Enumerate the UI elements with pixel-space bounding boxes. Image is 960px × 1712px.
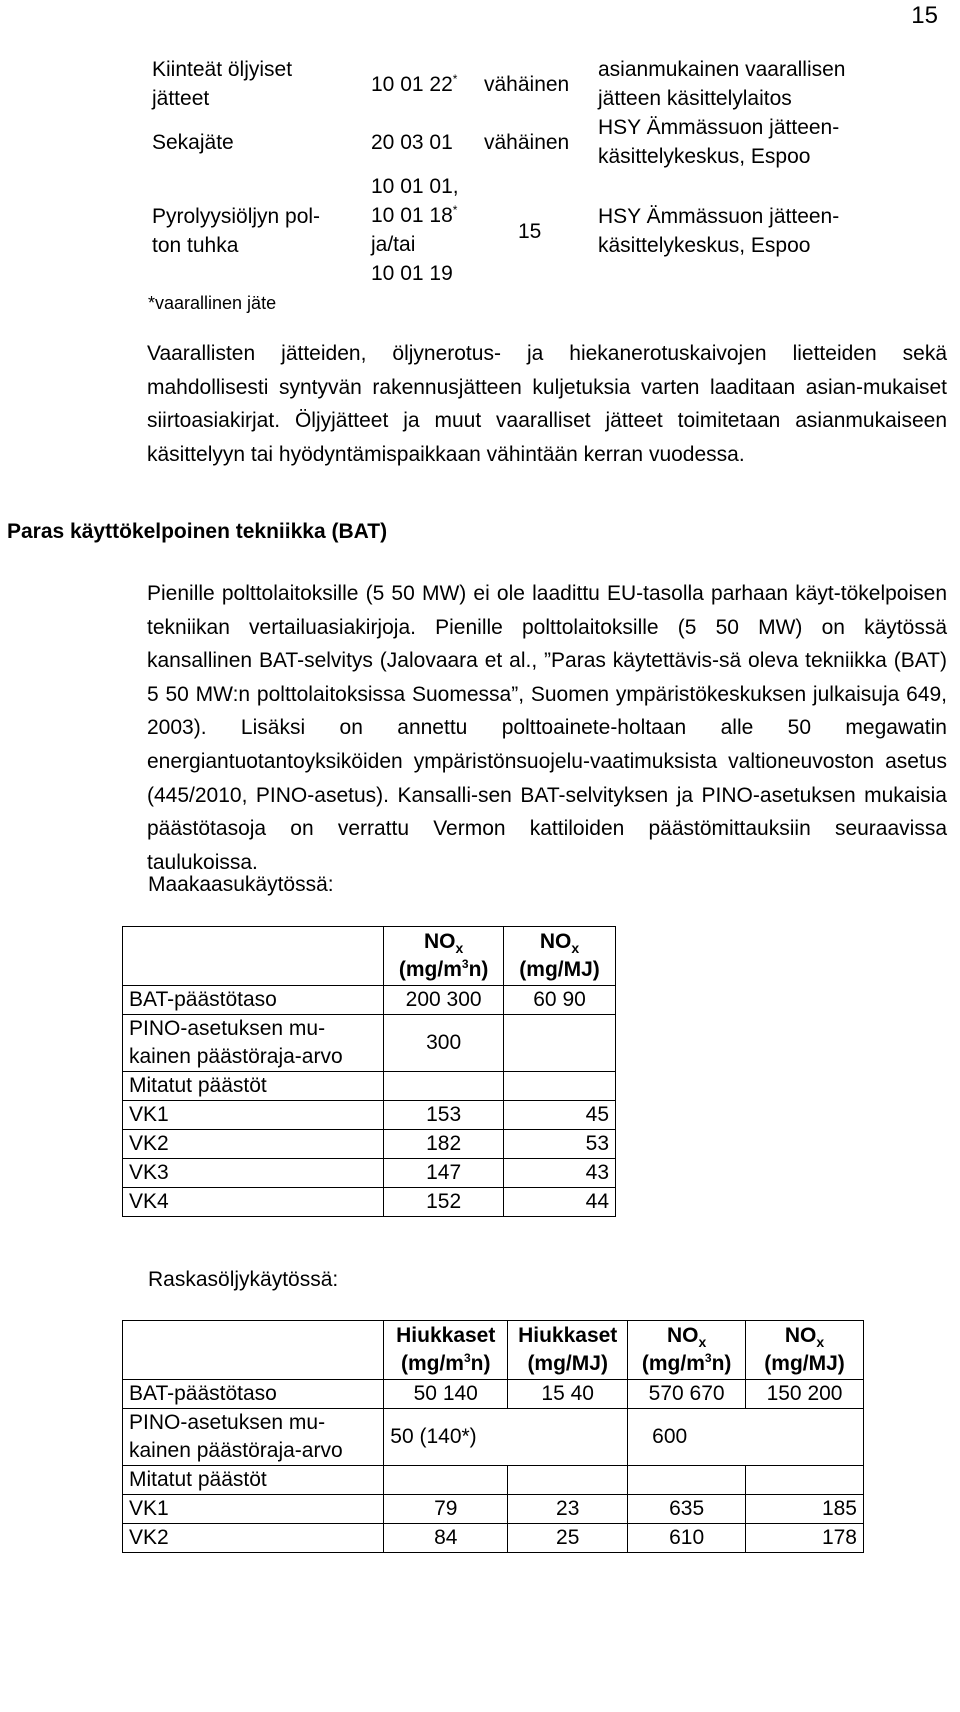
hazard-star: *	[452, 72, 458, 86]
waste-amount-1: vähäinen	[484, 73, 570, 96]
oil-cell: 84	[384, 1524, 508, 1553]
table-row	[123, 1159, 616, 1188]
oil-row-label: VK2	[123, 1524, 384, 1553]
waste-dest-2-line1: HSY Ämmässuon jätteen-	[598, 116, 840, 139]
gas-h1-line1	[390, 928, 497, 956]
oil-h1-unit	[390, 1350, 501, 1378]
oil-cell: 25	[508, 1524, 628, 1553]
gas-h2-unit: (mg/MJ)	[519, 958, 600, 981]
gas-row-label: Mitatut päästöt	[123, 1072, 384, 1101]
table-row	[123, 1524, 864, 1553]
gas-cell: 43	[504, 1159, 616, 1188]
table-row	[123, 1466, 864, 1495]
gas-row-label-line1: PINO-asetuksen mu-	[129, 1017, 326, 1040]
oil-h3-unit-sup: 3	[704, 1351, 712, 1365]
waste-code-3-line3: ja/tai	[371, 233, 416, 256]
gas-row-label: VK1	[123, 1101, 384, 1130]
heading-bat: Paras käyttökelpoinen tekniikka (BAT)	[7, 520, 388, 543]
oil-cell: 610	[628, 1524, 746, 1553]
waste-dest-2-line2: käsittelykeskus, Espoo	[598, 145, 811, 168]
waste-dest-2	[598, 113, 839, 171]
table-row	[123, 986, 616, 1015]
oil-row-label: BAT-päästötaso	[123, 1380, 384, 1409]
oil-cell	[746, 1466, 864, 1495]
gas-h1-unit-b: n)	[468, 958, 489, 981]
oil-cell: 185	[746, 1495, 864, 1524]
table-row	[123, 1380, 864, 1409]
gas-h1-unit-sup: 3	[461, 957, 469, 971]
oil-cell: 50 (140*)	[384, 1409, 628, 1466]
oil-header-row	[123, 1321, 864, 1380]
gas-row-label: VK4	[123, 1188, 384, 1217]
oil-table-label: Raskasöljykäytössä:	[148, 1268, 339, 1291]
oil-h4-unit: (mg/MJ)	[764, 1352, 845, 1375]
oil-cell: 570 670	[628, 1380, 746, 1409]
waste-name-1-line2: jätteet	[152, 87, 210, 110]
gas-h1-nox: NO	[423, 930, 456, 953]
gas-h2-line1	[510, 928, 609, 956]
oil-h3-title	[634, 1322, 739, 1350]
oil-cell	[628, 1466, 746, 1495]
waste-name-1	[152, 55, 292, 113]
gas-h2-sub: x	[571, 940, 580, 957]
gas-cell: 60 90	[504, 986, 616, 1015]
waste-code-3-line4: 10 01 19	[371, 262, 453, 285]
table-row	[123, 1495, 864, 1524]
oil-emissions-table	[122, 1320, 864, 1553]
gas-h1-sub: x	[455, 940, 464, 957]
oil-row-label: Mitatut päästöt	[123, 1466, 384, 1495]
gas-cell: 300	[384, 1015, 504, 1072]
oil-h1-unit-sup: 3	[463, 1351, 471, 1365]
oil-row-label	[123, 1409, 384, 1466]
gas-h1-line2	[390, 956, 497, 984]
oil-cell	[384, 1466, 508, 1495]
oil-cell: 79	[384, 1495, 508, 1524]
oil-h3-unit-b: n)	[711, 1352, 732, 1375]
waste-code-3-line1: 10 01 01,	[371, 175, 459, 198]
waste-footnote: *vaarallinen jäte	[148, 293, 277, 313]
oil-h1-title: Hiukkaset	[396, 1324, 496, 1347]
waste-code-2: 20 03 01	[371, 131, 453, 154]
oil-header-nox-mgmj	[746, 1321, 864, 1380]
waste-amount-2: vähäinen	[484, 131, 570, 154]
waste-dest-3	[598, 202, 839, 260]
table-row	[123, 1409, 864, 1466]
oil-h3-sub: x	[698, 1334, 707, 1351]
gas-cell: 153	[384, 1101, 504, 1130]
gas-header-nox-mgmj	[504, 927, 616, 986]
gas-cell	[384, 1072, 504, 1101]
waste-dest-1	[598, 55, 845, 113]
gas-cell: 147	[384, 1159, 504, 1188]
waste-dest-1-line1: asianmukainen vaarallisen	[598, 58, 846, 81]
oil-h1-unit-b: n)	[470, 1352, 491, 1375]
gas-cell: 45	[504, 1101, 616, 1130]
table-row	[123, 1015, 616, 1072]
waste-name-3	[152, 202, 320, 260]
oil-row-label-line1: PINO-asetuksen mu-	[129, 1411, 326, 1434]
oil-cell: 150 200	[746, 1380, 864, 1409]
oil-cell: 15 40	[508, 1380, 628, 1409]
oil-header-part-mgm3	[384, 1321, 508, 1380]
oil-cell	[508, 1466, 628, 1495]
waste-code-3-line2-text: 10 01 18	[371, 204, 453, 227]
oil-h3-unit-a: (mg/m	[641, 1352, 705, 1375]
oil-cell: 635	[628, 1495, 746, 1524]
gas-h1-unit-a: (mg/m	[398, 958, 462, 981]
oil-row-label-line2: kainen päästöraja-arvo	[129, 1439, 343, 1462]
gas-cell	[504, 1072, 616, 1101]
page-number: 15	[911, 2, 938, 29]
gas-header-empty	[123, 927, 384, 986]
gas-h2-nox: NO	[539, 930, 572, 953]
waste-code-1	[371, 70, 457, 99]
gas-row-label: VK3	[123, 1159, 384, 1188]
gas-cell	[504, 1015, 616, 1072]
waste-dest-3-line1: HSY Ämmässuon jätteen-	[598, 205, 840, 228]
oil-h2-unit: (mg/MJ)	[527, 1352, 608, 1375]
hazard-star: *	[452, 203, 458, 217]
waste-dest-1-line2: jätteen käsittelylaitos	[598, 87, 792, 110]
waste-code-3	[371, 172, 459, 288]
oil-h2-title: Hiukkaset	[518, 1324, 618, 1347]
oil-h4-sub: x	[816, 1334, 825, 1351]
oil-h4-nox: NO	[784, 1324, 817, 1347]
gas-header-nox-mgm3	[384, 927, 504, 986]
table-row	[123, 1101, 616, 1130]
waste-name-3-line2: ton tuhka	[152, 234, 239, 257]
oil-cell: 50 140	[384, 1380, 508, 1409]
waste-amount-3: 15	[518, 220, 542, 243]
gas-row-label	[123, 1015, 384, 1072]
gas-cell: 200 300	[384, 986, 504, 1015]
waste-code-1-text: 10 01 22	[371, 73, 453, 96]
gas-cell: 53	[504, 1130, 616, 1159]
waste-code-3-line2	[371, 201, 459, 230]
gas-row-label: BAT-päästötaso	[123, 986, 384, 1015]
waste-dest-3-line2: käsittelykeskus, Espoo	[598, 234, 811, 257]
oil-cell: 600	[628, 1409, 864, 1466]
waste-name-2: Sekajäte	[152, 131, 234, 154]
table-row	[123, 1130, 616, 1159]
oil-h1-unit-a: (mg/m	[400, 1352, 464, 1375]
gas-cell: 44	[504, 1188, 616, 1217]
oil-header-nox-mgm3	[628, 1321, 746, 1380]
gas-cell: 182	[384, 1130, 504, 1159]
waste-name-3-line1: Pyrolyysiöljyn pol-	[152, 205, 321, 228]
oil-cell: 178	[746, 1524, 864, 1553]
oil-cell: 23	[508, 1495, 628, 1524]
oil-h3-nox: NO	[666, 1324, 699, 1347]
oil-header-empty	[123, 1321, 384, 1380]
oil-header-part-mgmj	[508, 1321, 628, 1380]
waste-name-1-line1: Kiinteät öljyiset	[152, 58, 293, 81]
paragraph-bat: Pienille polttolaitoksille (5 50 MW) ei ole laadittu EU-tasolla parhaan käyt-tökelpoisen tekniikan vertailuasiakirjoja. Pienille polttolaitoksille (5 50 MW) on käytössä kansallinen BAT-selvitys (Jalovaara et al., ”Paras käytettävis-sä oleva tekniikka (BAT) 5 50 MW:n polttolaitoksissa Suomessa”, Suomen ympäristökeskuksen julkaisuja 649, 2003). Lisäksi on annettu polttoainete-holtaan alle 50 megawatin energiantuotantoyksiköiden ympäristönsuojelu-vaatimuksista valtioneuvoston asetus (445/2010, PINO-asetus). Kansalli-sen BAT-selvityksen ja PINO-asetuksen mukaisia päästötasoja on verrattu Vermon kattiloiden päästömittauksiin seuraavissa taulukoissa.	[147, 582, 947, 874]
gas-row-label-line2: kainen päästöraja-arvo	[129, 1045, 343, 1068]
oil-h4-title	[752, 1322, 857, 1350]
oil-h3-unit	[634, 1350, 739, 1378]
oil-row-label: VK1	[123, 1495, 384, 1524]
gas-table-label: Maakaasukäytössä:	[148, 873, 334, 896]
gas-row-label: VK2	[123, 1130, 384, 1159]
gas-header-row	[123, 927, 616, 986]
gas-cell: 152	[384, 1188, 504, 1217]
paragraph-hazardous-waste: Vaarallisten jätteiden, öljynerotus- ja hiekanerotuskaivojen lietteiden sekä mahdollisesti syntyvän rakennusjätteen kuljetuksia varten laaditaan asian-mukaiset siirtoasiakirjat. Öljyjätteet ja muut vaaralliset jätteet toimitetaan asianmukaiseen käsittelyyn tai hyödyntämispaikkaan vähintään kerran vuodessa.	[147, 342, 947, 466]
table-row	[123, 1188, 616, 1217]
table-row	[123, 1072, 616, 1101]
gas-emissions-table	[122, 926, 616, 1217]
